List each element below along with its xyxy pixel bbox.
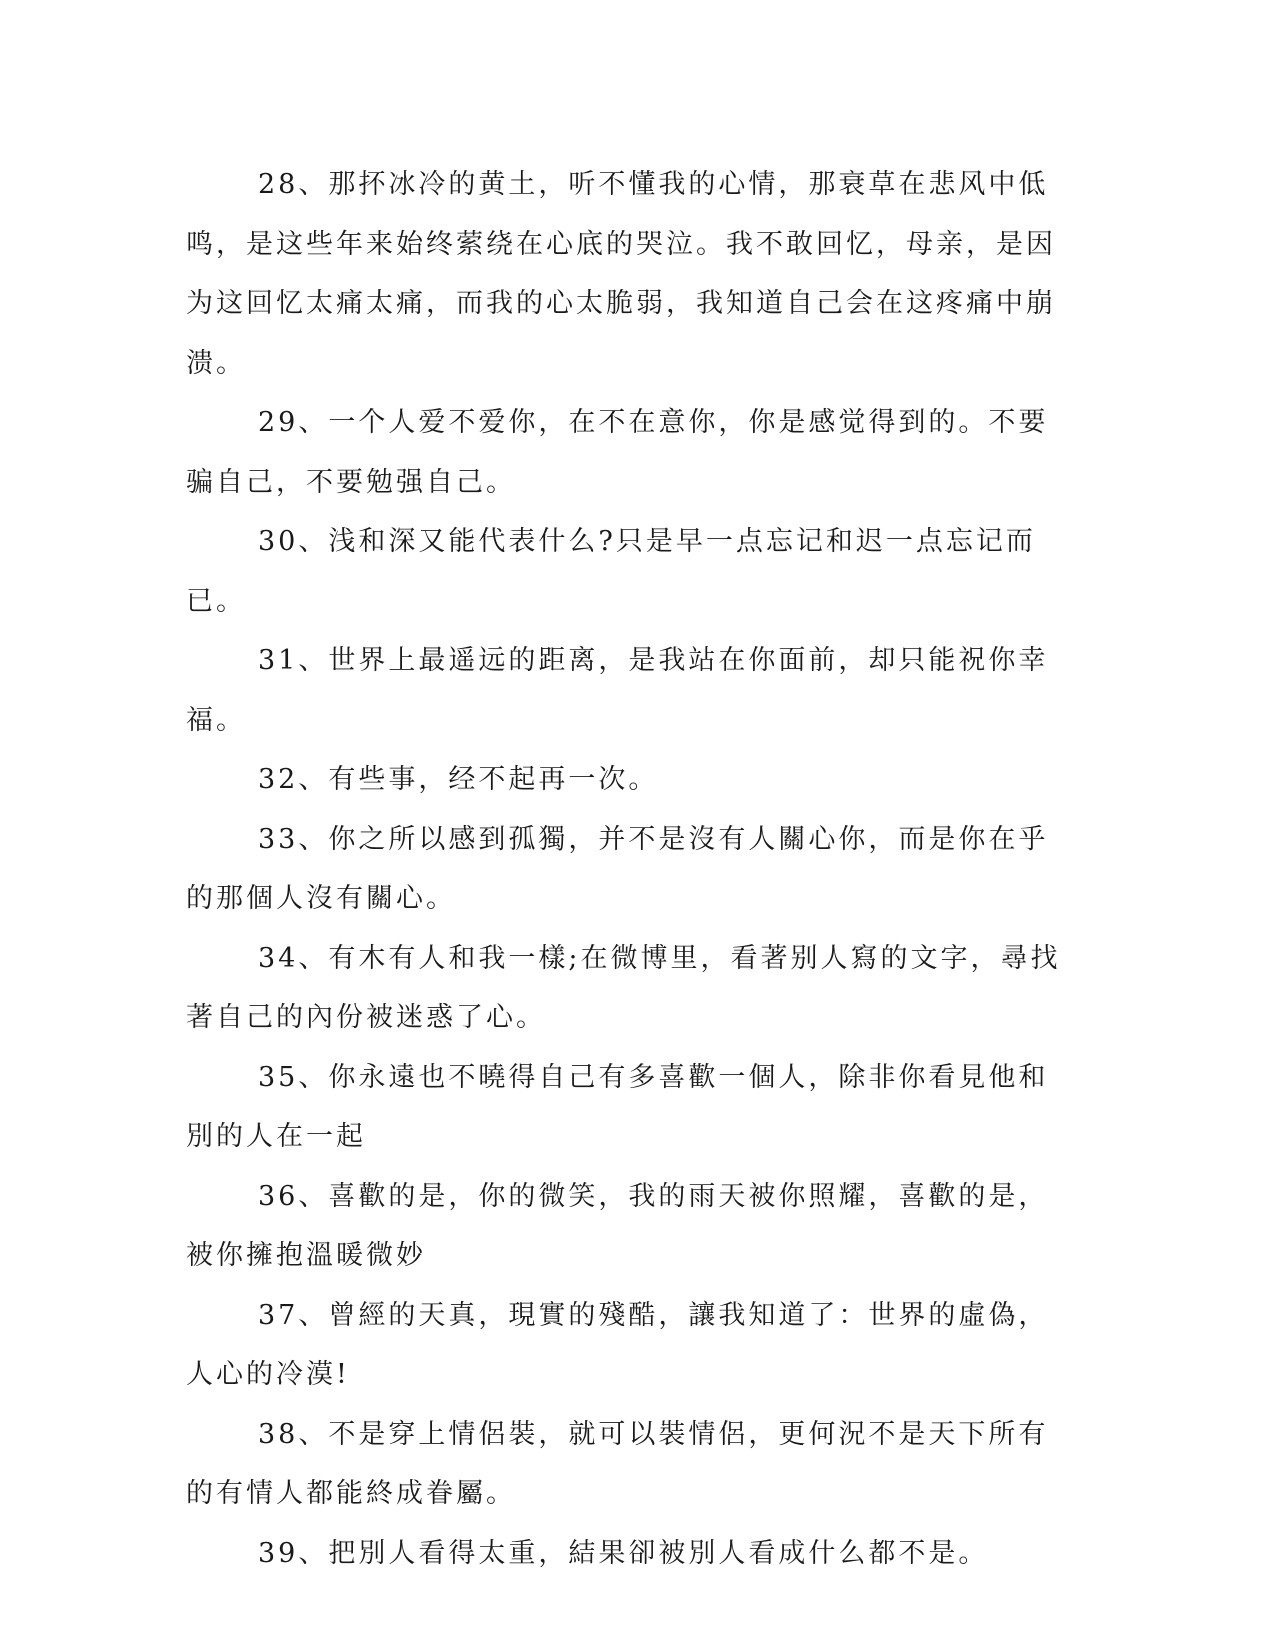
paragraph-34: 34、有木有人和我一樣;在微博里，看著别人寫的文字，尋找著自己的內份被迷惑了心。 <box>186 942 1061 1033</box>
paragraph-29: 29、一个人爱不爱你，在不在意你，你是感觉得到的。不要骗自己，不要勉强自己。 <box>186 407 1049 498</box>
paragraph-37: 37、曾經的天真，現實的殘酷，讓我知道了：世界的虛偽，人心的冷漠! <box>186 1299 1049 1390</box>
paragraph-32: 32、有些事，经不起再一次。 <box>258 764 659 795</box>
paragraph-30: 30、浅和深又能代表什么?只是早一点忘记和迟一点忘记而已。 <box>186 526 1036 617</box>
paragraph-36: 36、喜歡的是，你的微笑，我的雨天被你照耀，喜歡的是，被你擁抱溫暖微妙 <box>186 1180 1049 1271</box>
paragraph-39: 39、把別人看得太重，結果卻被別人看成什么都不是。 <box>258 1537 989 1569</box>
document-body <box>186 155 1066 1583</box>
paragraph-31: 31、世界上最遥远的距离，是我站在你面前，却只能祝你幸福。 <box>186 645 1049 736</box>
paragraph-33: 33、你之所以感到孤獨，并不是沒有人關心你，而是你在乎的那個人沒有關心。 <box>186 823 1049 914</box>
paragraph-35: 35、你永遠也不曉得自己有多喜歡一個人，除非你看見他和別的人在一起 <box>186 1061 1049 1152</box>
paragraph-38: 38、不是穿上情侶裝，就可以裝情侶，更何況不是天下所有的有情人都能終成眷屬。 <box>186 1418 1049 1509</box>
paragraph-28: 28、那抔冰冷的黄土，听不懂我的心情，那衰草在悲风中低鸣，是这些年来始终萦绕在心底的哭泣。我不敢回忆，母亲，是因为这回忆太痛太痛，而我的心太脆弱，我知道自己会在这疼痛中崩溃。 <box>186 169 1056 379</box>
